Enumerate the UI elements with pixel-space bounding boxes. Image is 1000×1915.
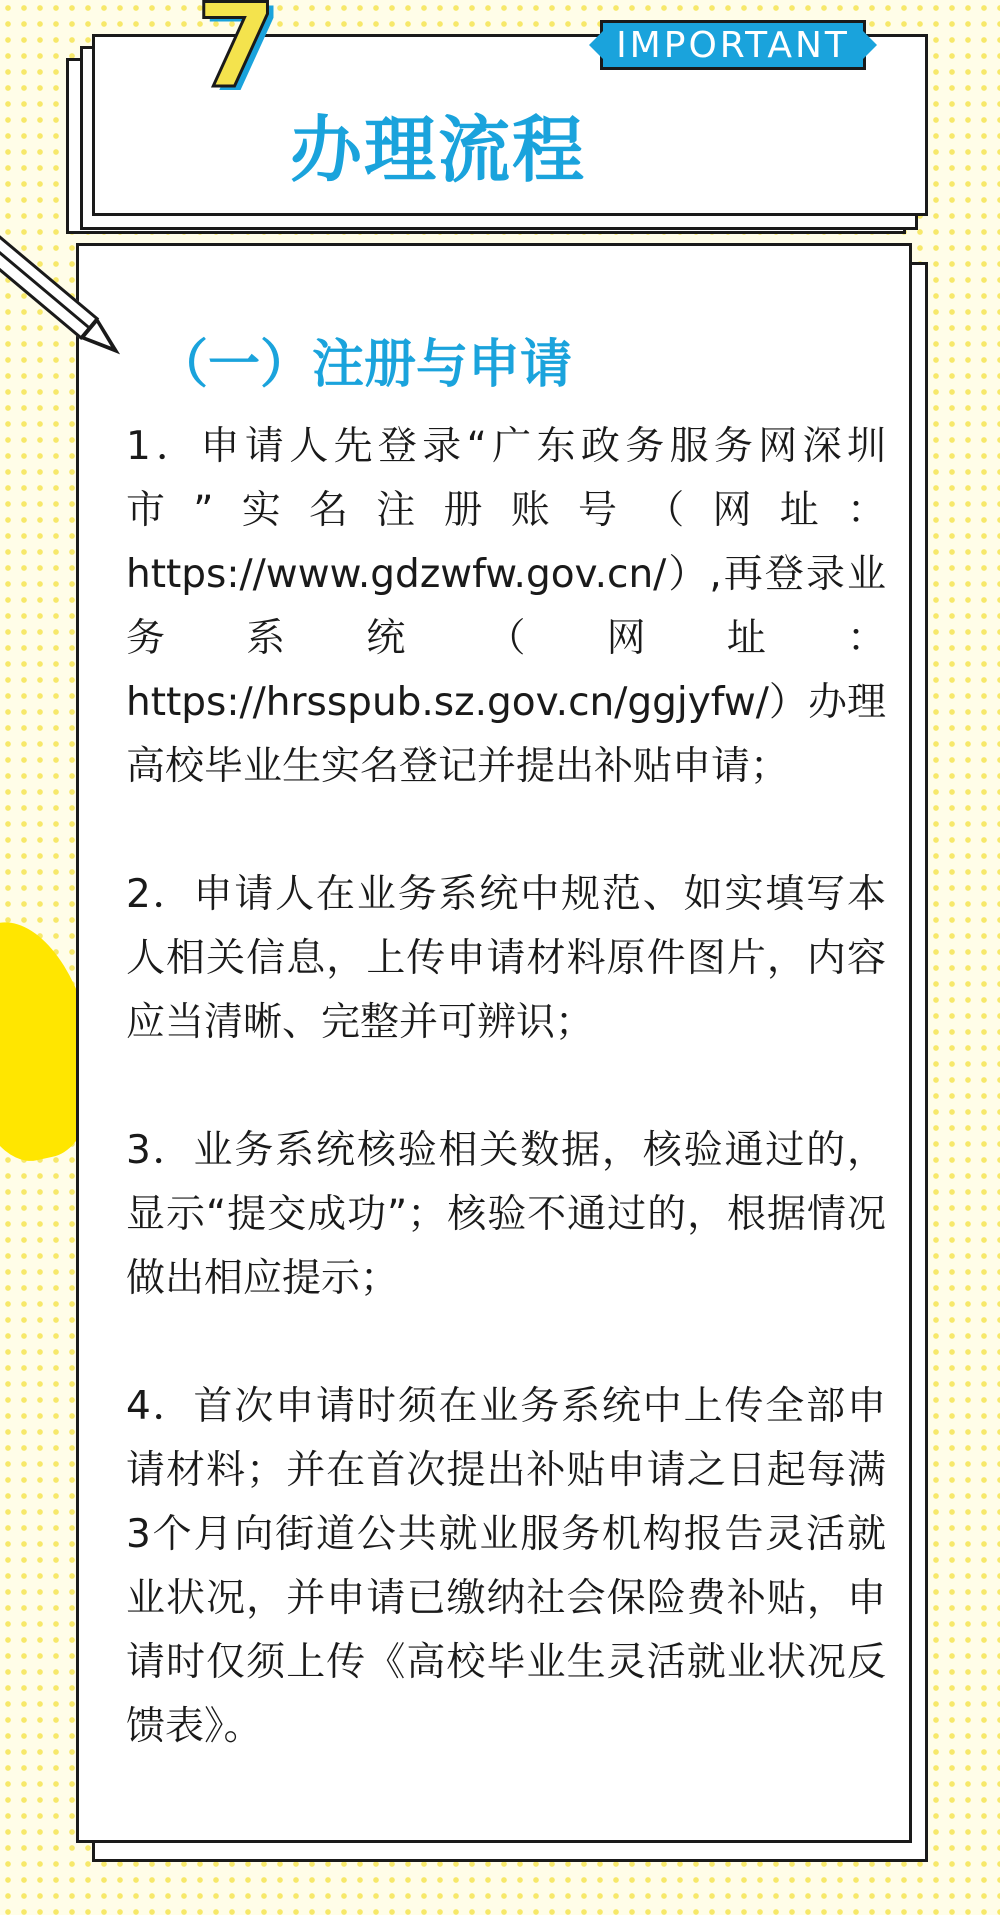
procedure-step-1: 1．申请人先登录“广东政务服务网深圳市”实名注册账号（网址：https://www.gdzwfw.gov.cn/）,再登录业务系统（网址：https://hrsspub.sz.gov.cn/ggjyfw/）办理高校毕业生实名登记并提出补贴申请； <box>126 424 886 789</box>
procedure-step-4: 4．首次申请时须在业务系统中上传全部申请材料；并在首次提出补贴申请之日起每满3个月向街道公共就业服务机构报告灵活就业状况，并申请已缴纳社会保险费补贴，申请时仅须上传《高校毕业生灵活就业状况反馈表》。 <box>126 1384 886 1749</box>
important-tag: IMPORTANT <box>600 20 866 70</box>
section-title: （一）注册与申请 <box>156 335 573 395</box>
procedure-step-2: 2．申请人在业务系统中规范、如实填写本人相关信息，上传申请材料原件图片，内容应当清晰、完整并可辨识； <box>126 872 886 1045</box>
procedure-step-3: 3．业务系统核验相关数据，核验通过的，显示“提交成功”；核验不通过的，根据情况做出相应提示； <box>126 1128 886 1301</box>
section-number-badge: 7 <box>196 0 277 114</box>
procedure-text <box>126 415 886 1823</box>
page-title: 办理流程 <box>290 108 587 192</box>
